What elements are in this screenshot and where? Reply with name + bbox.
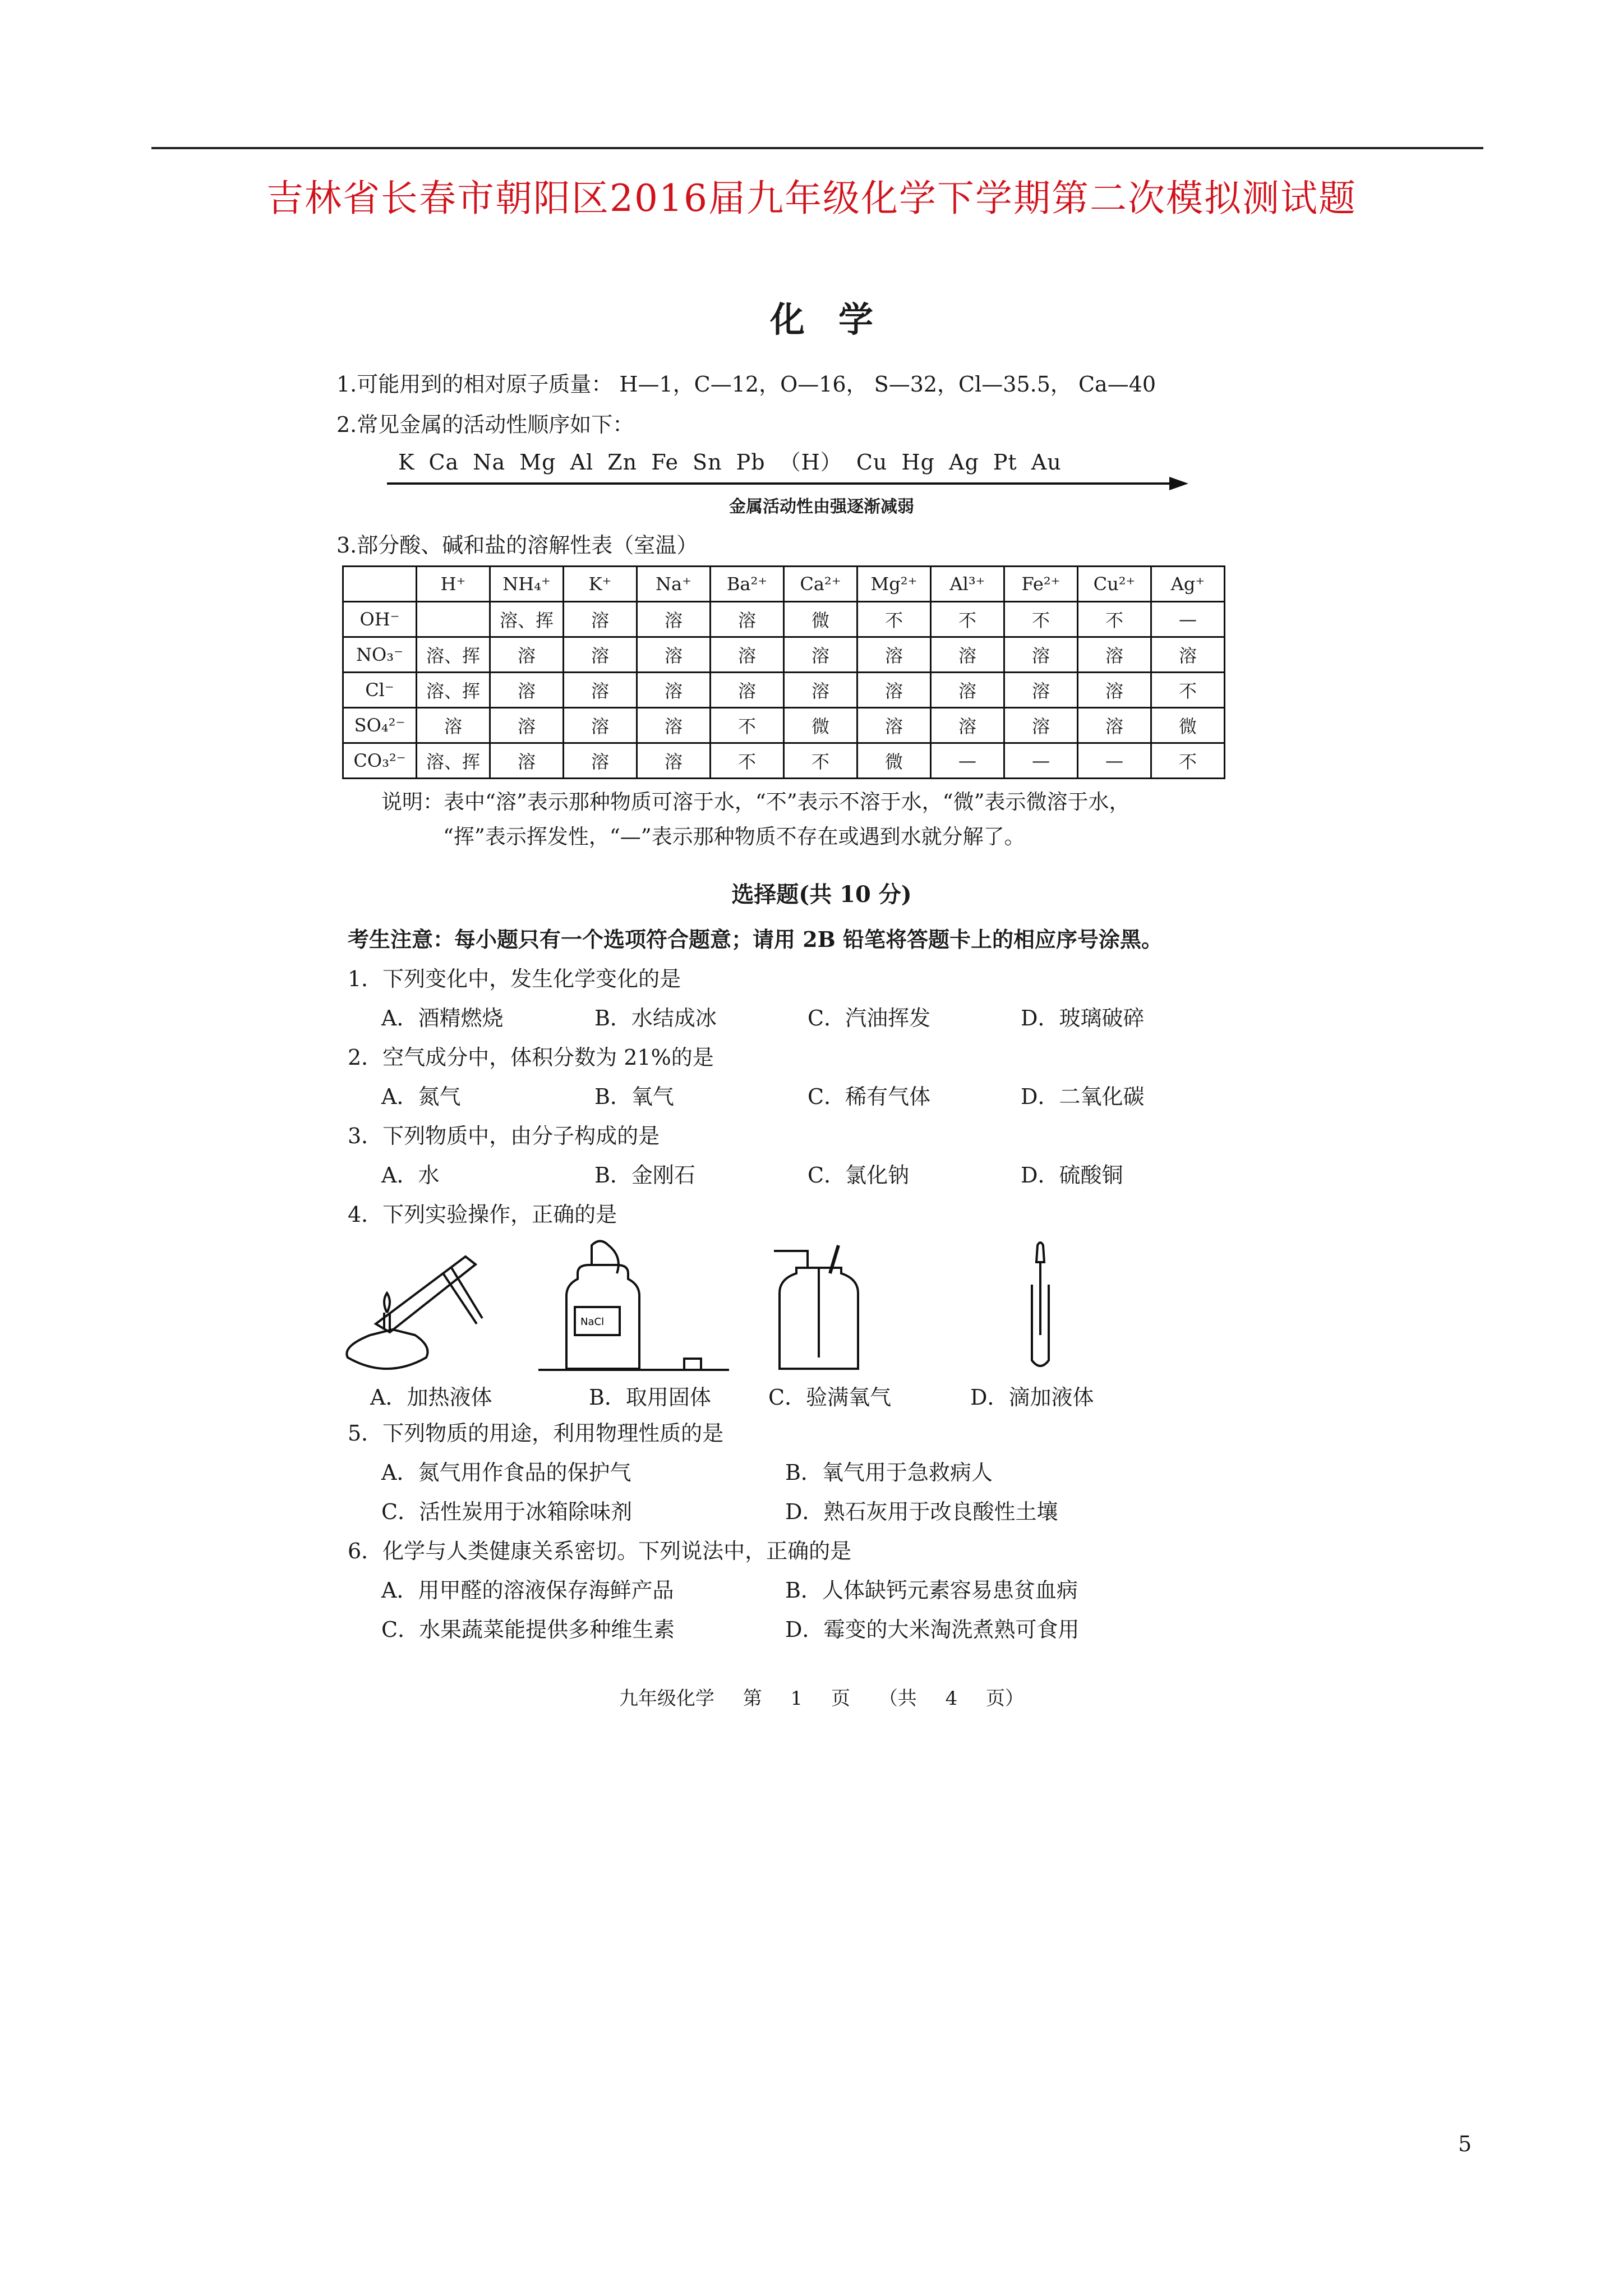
anion-header: Cl⁻	[343, 673, 417, 708]
table-cell: 溶	[711, 637, 784, 673]
question-4-stem: 4．下列实验操作，正确的是	[348, 1202, 617, 1227]
table-cell: 溶	[1078, 708, 1151, 743]
table-cell: —	[931, 743, 1004, 779]
table-cell: 溶	[637, 708, 711, 743]
cation-header: K⁺	[564, 567, 637, 602]
page-footer	[336, 1683, 1307, 1710]
table-cell: 溶	[1004, 673, 1078, 708]
cation-header: NH₄⁺	[490, 567, 564, 602]
anion-header: NO₃⁻	[343, 637, 417, 673]
table-cell: 溶	[637, 673, 711, 708]
table-row	[343, 637, 1225, 673]
table-row	[343, 708, 1225, 743]
metal-activity-series: K Ca Na Mg Al Zn Fe Sn Pb （H） Cu Hg Ag Pt Au	[398, 450, 1062, 475]
dropper-figure	[1032, 1243, 1049, 1366]
question-4-figures	[336, 1240, 1307, 1414]
table-cell: 溶	[931, 637, 1004, 673]
option: B．人体缺钙元素容易患贫血病	[785, 1578, 1078, 1603]
question-5-stem: 5．下列物质的用途，利用物理性质的是	[348, 1421, 724, 1446]
table-cell: 不	[857, 602, 931, 637]
question-5-options-row-1	[381, 1453, 1307, 1492]
question-3-options	[381, 1156, 1307, 1195]
subject-heading: 化学	[769, 299, 907, 340]
table-cell: 溶	[564, 602, 637, 637]
table-cell: 溶	[490, 673, 564, 708]
option: C．活性炭用于冰箱除味剂	[381, 1499, 633, 1524]
option: D．熟石灰用于改良酸性土壤	[785, 1499, 1058, 1524]
reagent-bottle-figure	[538, 1241, 729, 1370]
cation-header: Ba²⁺	[711, 567, 784, 602]
table-cell: 溶	[417, 708, 490, 743]
option: A．用甲醛的溶液保存海鲜产品	[381, 1578, 674, 1603]
table-cell: 不	[1151, 743, 1225, 779]
cation-header: Ag⁺	[1151, 567, 1225, 602]
table-row	[343, 673, 1225, 708]
table-cell: 溶	[857, 673, 931, 708]
cation-header: Ca²⁺	[784, 567, 857, 602]
table-cell: 溶	[637, 743, 711, 779]
table-cell: 溶	[490, 708, 564, 743]
table-cell: 溶	[931, 708, 1004, 743]
info-solubility-title: 3.部分酸、碱和盐的溶解性表（室温）	[336, 533, 698, 558]
gas-bottle-figure	[774, 1245, 858, 1369]
arrow-head-icon	[1169, 477, 1188, 490]
table-cell: 溶	[1078, 637, 1151, 673]
table-cell: 溶	[637, 637, 711, 673]
table-cell: 溶	[490, 743, 564, 779]
anion-header: CO₃²⁻	[343, 743, 417, 779]
info-atomic-mass: 1.可能用到的相对原子质量： H—1，C—12，O—16， S—32，Cl—35.5， Ca—40	[336, 372, 1156, 397]
option: A．水	[381, 1163, 440, 1188]
anion-header: SO₄²⁻	[343, 708, 417, 743]
option: C．稀有气体	[808, 1084, 931, 1109]
table-cell: 微	[784, 708, 857, 743]
scanned-exam-page	[336, 292, 1307, 1710]
option: A．氮气用作食品的保护气	[381, 1460, 631, 1485]
option: B．氧气用于急救病人	[785, 1460, 993, 1485]
table-cell: 溶、挥	[417, 743, 490, 779]
cation-header: H⁺	[417, 567, 490, 602]
figure-label-d: D．滴加液体	[970, 1385, 1094, 1410]
document-title: 吉林省长春市朝阳区2016届九年级化学下学期第二次模拟测试题	[266, 177, 1357, 220]
option: D．硫酸铜	[1021, 1163, 1123, 1188]
table-cell: 溶	[857, 708, 931, 743]
figure-label-b: B．取用固体	[589, 1385, 711, 1410]
question-1-stem: 1．下列变化中，发生化学变化的是	[348, 967, 681, 991]
table-cell: 溶	[564, 673, 637, 708]
table-cell: 不	[784, 743, 857, 779]
table-cell: 溶	[931, 673, 1004, 708]
info-metal-order: 2.常见金属的活动性顺序如下：	[336, 412, 634, 437]
table-cell: 溶	[784, 673, 857, 708]
table-row	[343, 602, 1225, 637]
table-cell: —	[1004, 743, 1078, 779]
table-cell: 溶	[711, 673, 784, 708]
table-cell: 溶	[564, 708, 637, 743]
question-1-options	[381, 999, 1307, 1038]
table-cell: 溶	[564, 637, 637, 673]
question-5-options-row-2	[381, 1492, 1307, 1531]
option: A．氮气	[381, 1084, 461, 1109]
table-cell: 微	[857, 743, 931, 779]
table-cell: 溶、挥	[417, 673, 490, 708]
table-cell: 溶	[1004, 637, 1078, 673]
question-2-options	[381, 1077, 1307, 1116]
solubility-table	[342, 565, 1225, 779]
heating-liquid-figure	[347, 1257, 482, 1369]
table-cell: —	[1078, 743, 1151, 779]
figure-label-a: A．加热液体	[370, 1385, 492, 1410]
footer-page: 第 1 页	[743, 1687, 850, 1710]
table-cell: 溶	[784, 637, 857, 673]
note-line-2: “挥”表示挥发性，“—”表示那种物质不存在或遇到水就分解了。	[443, 825, 1025, 849]
footer-course: 九年级化学	[619, 1687, 714, 1710]
table-cell: 不	[711, 708, 784, 743]
table-row	[343, 743, 1225, 779]
table-cell: 微	[1151, 708, 1225, 743]
option: A．酒精燃烧	[381, 1006, 504, 1030]
cation-header: Mg²⁺	[857, 567, 931, 602]
exam-instruction: 考生注意：每小题只有一个选项符合题意；请用 2B 铅笔将答题卡上的相应序号涂黑。	[348, 927, 1163, 952]
table-cell: 微	[784, 602, 857, 637]
question-3-stem: 3．下列物质中，由分子构成的是	[348, 1124, 660, 1148]
cation-header: Al³⁺	[931, 567, 1004, 602]
option: B．金刚石	[594, 1163, 695, 1188]
option: C．氯化钠	[808, 1163, 910, 1188]
arrow-line	[387, 482, 1172, 485]
table-cell	[417, 602, 490, 637]
page-number: 5	[1458, 2132, 1472, 2156]
option: D．霉变的大米淘洗煮熟可食用	[785, 1617, 1080, 1642]
table-cell: 不	[1078, 602, 1151, 637]
table-header-row	[343, 567, 1225, 602]
question-6-stem: 6．化学与人类健康关系密切。下列说法中，正确的是	[348, 1539, 852, 1563]
table-cell: 溶	[490, 637, 564, 673]
table-cell: 不	[711, 743, 784, 779]
table-note	[381, 785, 1307, 854]
activity-arrow	[387, 476, 1189, 493]
table-cell: 溶、挥	[417, 637, 490, 673]
table-cell: —	[1151, 602, 1225, 637]
bottle-label: NaCl	[580, 1316, 605, 1328]
question-2-stem: 2．空气成分中，体积分数为 21%的是	[348, 1045, 714, 1070]
option: B．氧气	[594, 1084, 674, 1109]
note-line-1: 说明：表中“溶”表示那种物质可溶于水，“不”表示不溶于水，“微”表示微溶于水，	[381, 790, 1130, 814]
table-cell: 溶	[1078, 673, 1151, 708]
arrow-caption: 金属活动性由强逐渐减弱	[729, 497, 914, 517]
figure-label-c: C．验满氧气	[768, 1385, 892, 1410]
question-6-options-row-1	[381, 1571, 1307, 1610]
top-rule	[151, 147, 1483, 149]
footer-total: （共 4 页）	[878, 1687, 1025, 1710]
table-cell: 不	[1151, 673, 1225, 708]
option: B．水结成冰	[594, 1006, 717, 1030]
table-corner-cell	[343, 567, 417, 602]
table-cell: 溶	[711, 602, 784, 637]
cation-header: Cu²⁺	[1078, 567, 1151, 602]
option: C．水果蔬菜能提供多种维生素	[381, 1617, 675, 1642]
section-heading: 选择题(共 10 分)	[731, 881, 912, 908]
table-cell: 溶	[564, 743, 637, 779]
table-cell: 溶	[1004, 708, 1078, 743]
table-cell: 溶	[1151, 637, 1225, 673]
option: D．二氧化碳	[1021, 1084, 1145, 1109]
table-cell: 溶、挥	[490, 602, 564, 637]
cation-header: Na⁺	[637, 567, 711, 602]
table-cell: 溶	[857, 637, 931, 673]
option: C．汽油挥发	[808, 1006, 931, 1030]
cation-header: Fe²⁺	[1004, 567, 1078, 602]
table-cell: 溶	[637, 602, 711, 637]
table-cell: 不	[931, 602, 1004, 637]
table-cell: 不	[1004, 602, 1078, 637]
question-6-options-row-2	[381, 1610, 1307, 1649]
table-body	[343, 602, 1225, 779]
lab-illustrations	[336, 1240, 1307, 1380]
option: D．玻璃破碎	[1021, 1006, 1145, 1030]
anion-header: OH⁻	[343, 602, 417, 637]
